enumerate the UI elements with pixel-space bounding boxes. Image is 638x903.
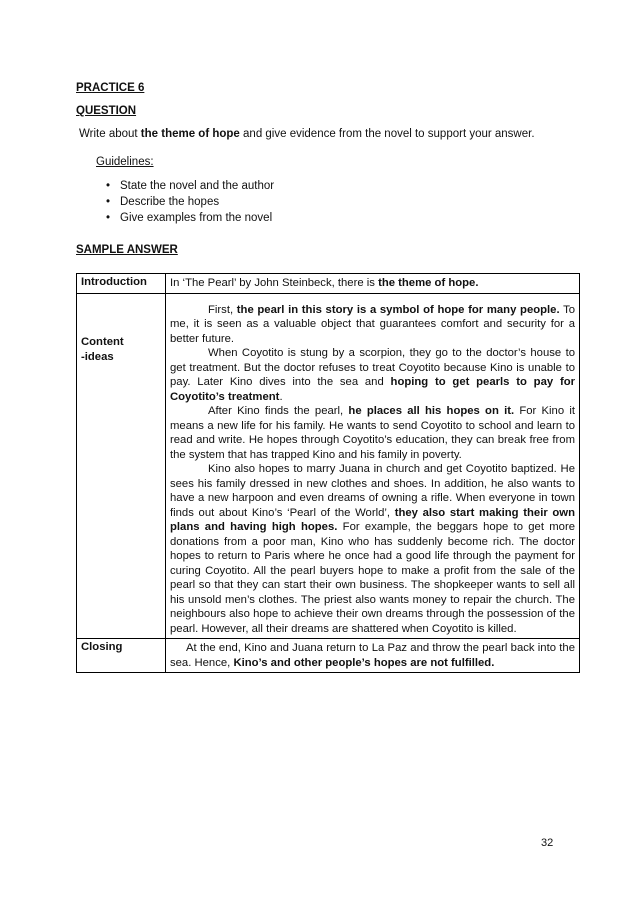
closing-paragraph [170, 641, 575, 670]
practice-heading: PRACTICE 6 [76, 82, 145, 94]
content-paragraph-1 [170, 303, 575, 347]
content-paragraph-3 [170, 404, 575, 462]
sample-answer-heading: SAMPLE ANSWER [76, 244, 178, 256]
guidelines-title: Guidelines: [96, 156, 154, 168]
sample-answer-table [76, 273, 580, 673]
p2-b: hoping to get pearls to pay for Coyotito’s treatment [170, 376, 575, 403]
prompt-bold: the theme of hope [140, 128, 240, 140]
p1-a: First, [208, 303, 237, 316]
label-content-line2: -ideas [81, 350, 114, 363]
question-prompt [79, 128, 535, 140]
table-row-closing [77, 639, 580, 673]
content-paragraph-4 [170, 462, 575, 636]
page-number: 32 [541, 837, 554, 849]
p2-c: . [279, 390, 283, 403]
p4-b: they also start making their own plans and having high hopes. [170, 506, 575, 533]
closing-a: At the end, Kino and Juana return to La Paz and throw the pearl back into the sea. Hence, [170, 642, 575, 669]
prompt-post: and give evidence from the novel to support your answer. [239, 128, 535, 140]
p1-c: To me, it is seen as a valuable object that guarantees comfort and security for a better future. [170, 303, 575, 345]
guidelines-list [100, 178, 274, 226]
content-paragraph-2 [170, 346, 575, 404]
label-content-line1: Content [81, 335, 124, 348]
guideline-item: • Give examples from the novel [120, 210, 274, 226]
closing-text [166, 639, 580, 673]
guideline-item: • Describe the hopes [120, 194, 274, 210]
table-row-introduction [77, 274, 580, 294]
introduction-text [166, 274, 580, 294]
p4-c: For example, the beggars hope to get more donations from a poor man, Kino who has suddenly become rich. The doctor hopes to return to Paris where he once had a good life through the payment for curing Coyotito. All the pearl buyers hope to make a profit from the sale of the pearl so that they can start their own business. The shopkeeper wants to sell all his unsold men’s clothes. The priest also wants money to repair the church. The neighbours also hope to achieve their own dreams through the possession of the pearl. However, all their dreams are shattered when Coyotito is killed. [170, 521, 575, 635]
content-text [166, 293, 580, 639]
p4-a: Kino also hopes to marry Juana in church and get Coyotito baptized. He sees his family dressed in new clothes and shoes. In addition, he also wants to have a new harpoon and even dreams of owning a rifle. When everyone in town finds out about Kino’s ‘Pearl of the World’, [170, 463, 575, 519]
label-content [77, 293, 166, 639]
p3-a: After Kino finds the pearl, [208, 405, 349, 417]
p1-b: the pearl in this story is a symbol of hope for many people. [236, 303, 560, 316]
closing-b: Kino’s and other people’s hopes are not fulfilled. [233, 656, 495, 669]
p2-a: When Coyotito is stung by a scorpion, they go to the doctor’s house to get treatment. But the doctor refuses to treat Coyotito because Kino is unable to pay. Later Kino dives into the sea and [170, 347, 575, 388]
prompt-pre: Write about [79, 128, 141, 140]
guideline-item: • State the novel and the author [120, 178, 274, 194]
question-heading: QUESTION [76, 105, 137, 117]
label-closing: Closing [77, 639, 166, 673]
intro-pre: In ‘The Pearl’ by John Steinbeck, there is [170, 277, 379, 289]
table-row-content [77, 293, 580, 639]
p3-c: For Kino it means a new life for his family. He wants to send Coyotito to school and learn to read and write. He hopes through Coyotito’s education, they can break free from the system that has trapped Kino and his family in poverty. [170, 405, 575, 461]
label-introduction: Introduction [77, 274, 166, 294]
p3-b: he places all his hopes on it. [348, 405, 515, 417]
intro-bold: the theme of hope. [378, 277, 479, 289]
